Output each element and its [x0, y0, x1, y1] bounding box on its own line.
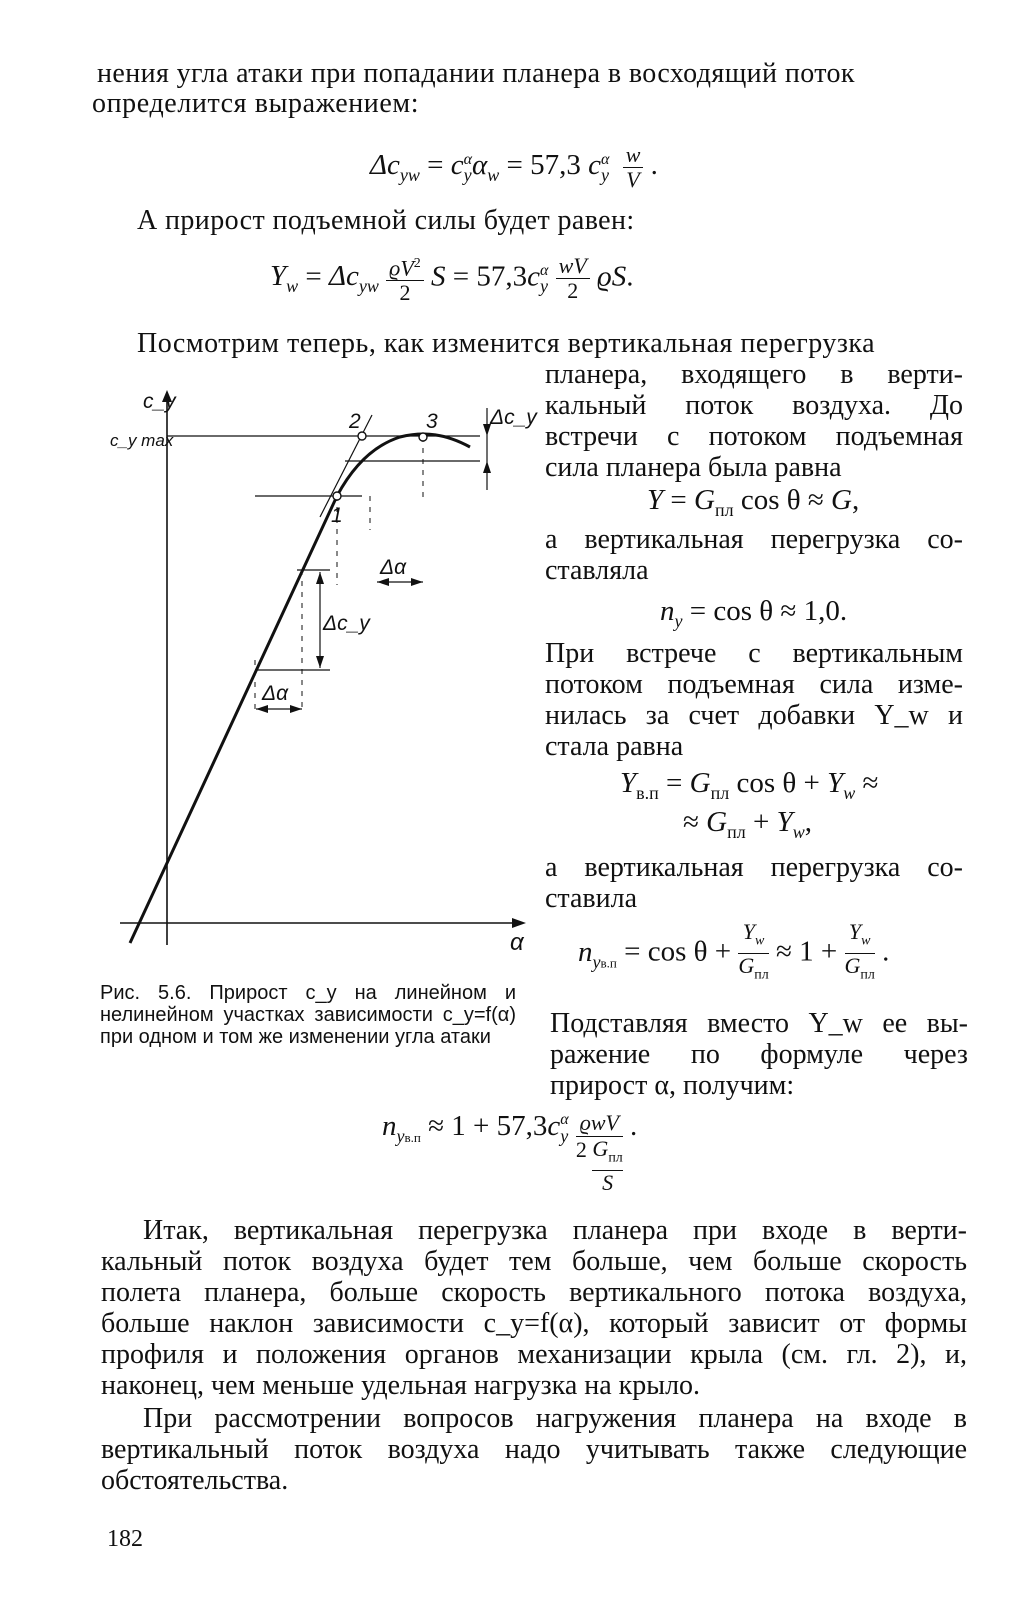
text-line: ражение по формуле через — [550, 1039, 968, 1070]
text-line: При рассмотрении вопросов нагружения планера на входе в — [143, 1403, 967, 1434]
text-line: наконец, чем меньше удельная нагрузка на крыло. — [101, 1370, 701, 1401]
text-line: Итак, вертикальная перегрузка планера при входе в верти- — [143, 1215, 967, 1246]
text-line: больше наклон зависимости c_y=f(α), который зависит от формы — [101, 1308, 967, 1339]
text-line: а вертикальная перегрузка со- — [545, 852, 963, 883]
point-label-3: 3 — [426, 410, 438, 433]
text-line: а вертикальная перегрузка со- — [545, 524, 963, 555]
text-line: нилась за счет добавки Y_w и — [545, 700, 963, 731]
text-line: нения угла атаки при попадании планера в восходящий поток — [97, 58, 855, 89]
text-line: встречи с потоком подъемная — [545, 421, 963, 452]
text-line: кальный поток воздуха. До — [545, 390, 963, 421]
text-line: полета планера, больше скорость вертикального потока воздуха, — [101, 1277, 967, 1308]
point-label-2: 2 — [349, 410, 361, 433]
formula-5a: $Y_{в.п} = G_{пл}$ $\cos \theta + Y_w$ ≈ — [620, 767, 879, 803]
text-line: Посмотрим теперь, как изменится вертикальная перегрузка — [137, 328, 876, 359]
text-line: А прирост подъемной силы будет равен: — [137, 205, 635, 236]
point-2 — [358, 432, 366, 440]
formula-2: $Y_w = \Delta c_{yw}$ $\frac{ϱV^2}{2}$ $S = 57,3c_y^\alpha$ $\frac{wV}{2}$ ϱS. — [270, 253, 634, 306]
tangent-line — [320, 415, 372, 517]
text-line: Подставляя вместо Y_w ее вы- — [550, 1008, 968, 1039]
text-line: кальный поток воздуха будет тем больше, чем больше скорость — [101, 1246, 967, 1277]
text-line: сила планера была равна — [545, 452, 842, 483]
x-axis-arrow — [512, 918, 526, 928]
text-line: ставила — [545, 883, 638, 914]
formula-3: $Y = G_{пл}$ cos θ ≈ G, — [647, 484, 860, 520]
text-line: потоком подъемная сила изме- — [545, 669, 963, 700]
formula-4: $n_y = \cos \theta \approx 1,0$. — [660, 595, 848, 631]
text-line: прирост α, получим: — [550, 1070, 795, 1101]
page-number: 182 — [107, 1526, 143, 1552]
text-line: определится выражением: — [92, 88, 420, 119]
cy-curve — [130, 434, 470, 943]
delta-cy-label-upper: Δc_y — [490, 406, 537, 429]
text-line: обстоятельства. — [101, 1465, 289, 1496]
figure-cy-alpha — [100, 380, 540, 980]
cymax-label: c_y max — [110, 431, 174, 450]
formula-5b: ≈ $G_{пл} + Y_w$, — [683, 806, 813, 842]
formula-6: $n_{yв.п} = \cos \theta$ + $Y_w$ $G_{пл}$ ≈ 1 + $Y_w$ $G_{пл}$ . — [578, 919, 890, 983]
figure-caption: Рис. 5.6. Прирост c_y на линейном и нелинейном участках зависимости c_y=f(α) при одном и том же изменении угла атаки — [100, 982, 516, 1048]
y-axis-label: c_y — [143, 390, 176, 413]
point-label-1: 1 — [331, 504, 343, 527]
text-line: вертикальный поток воздуха надо учитывать также следующие — [101, 1434, 967, 1465]
text-line: ставляла — [545, 555, 649, 586]
text-line: При встрече с вертикальным — [545, 638, 963, 669]
formula-1: $\Delta c_{yw} = c_y^\alpha\alpha_w = 57,3$ $c_y^\alpha$ $\frac{w}{V}$ . — [370, 142, 658, 192]
delta-alpha-label-lower: Δα — [262, 682, 289, 705]
text-line: стала равна — [545, 731, 684, 762]
x-axis-label: α — [510, 929, 524, 956]
text-line: профиля и положения органов механизации крыла (см. гл. 2), и, — [101, 1339, 967, 1370]
formula-7: $n_{yв.п} \approx 1 + 57,3c_y^\alpha$ ϱwV 2 $G_{пл}$ S . — [382, 1110, 638, 1196]
text-line: планера, входящего в верти- — [545, 359, 963, 390]
delta-alpha-label-upper: Δα — [380, 556, 407, 579]
point-1 — [333, 492, 341, 500]
delta-cy-label-lower: Δc_y — [323, 612, 370, 635]
point-3 — [419, 433, 427, 441]
